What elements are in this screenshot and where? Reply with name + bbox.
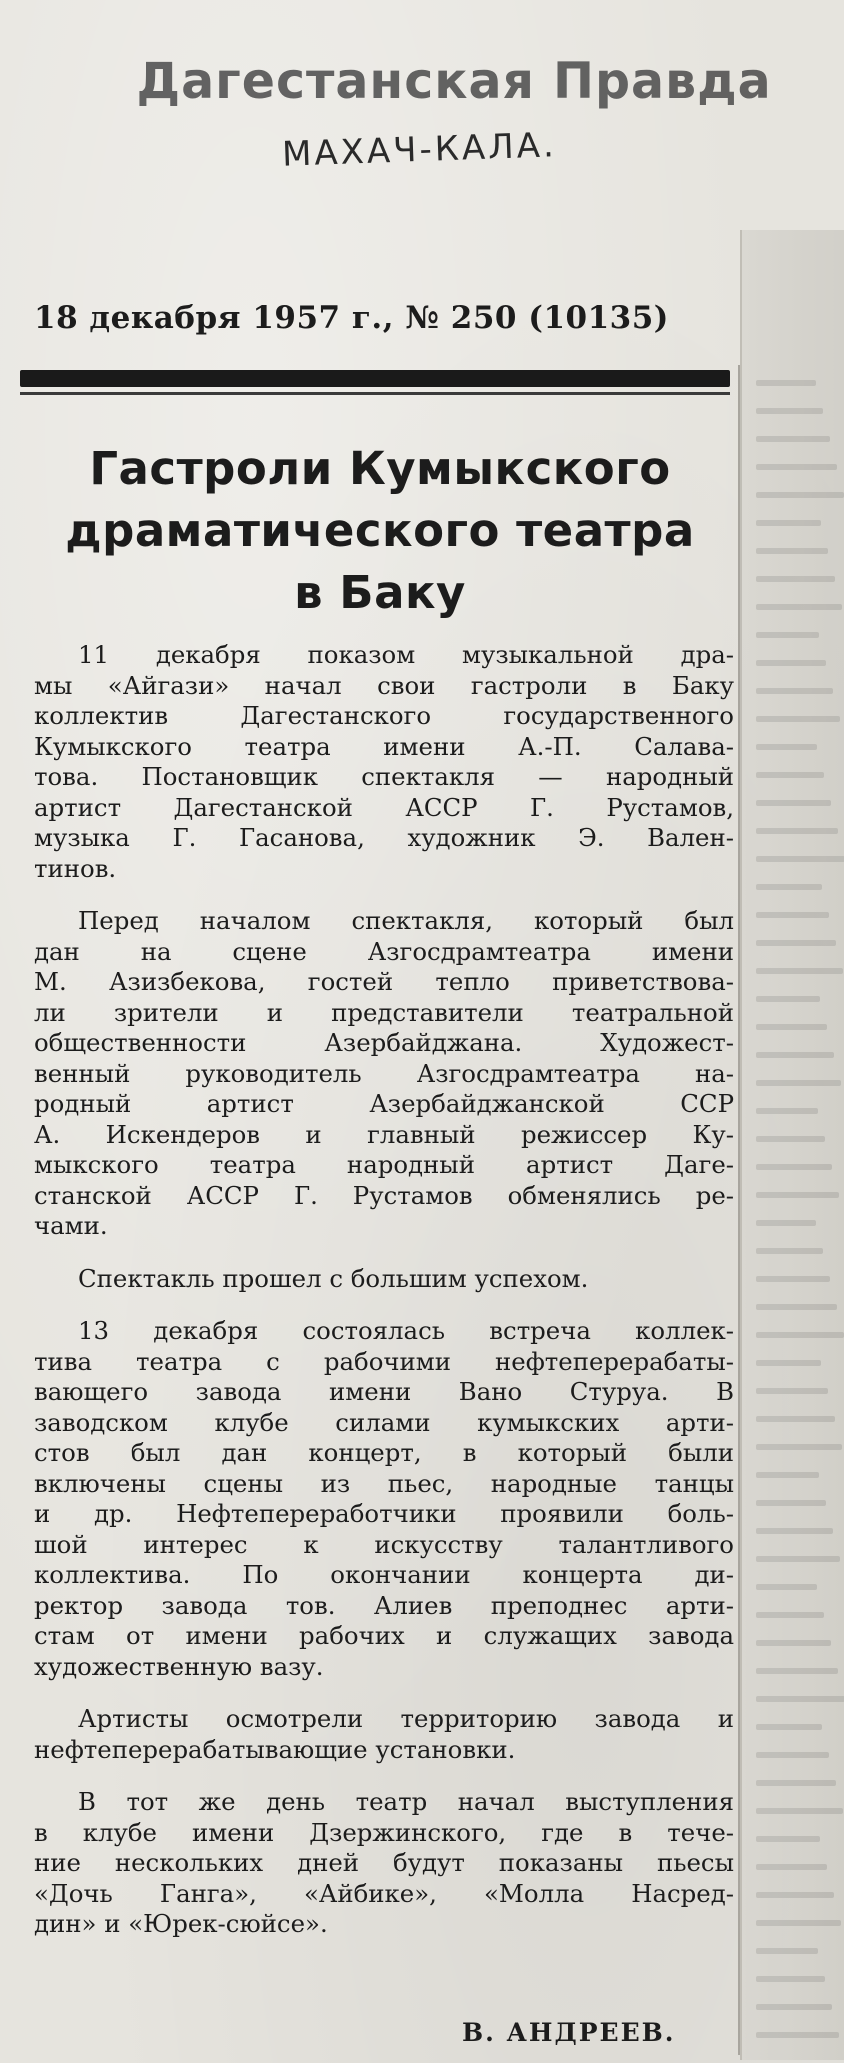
bleed-through-text: [756, 1612, 824, 1618]
bleed-through-text: [756, 828, 838, 834]
text-line: стов был дан концерт, в который были: [34, 1438, 734, 1467]
bleed-through-text: [756, 2032, 839, 2038]
bleed-through-text: [756, 464, 837, 470]
bleed-through-text: [756, 1164, 832, 1170]
text-line: М. Азизбекова, гостей тепло приветствова-: [34, 967, 734, 996]
bleed-through-text: [756, 1696, 844, 1702]
bleed-through-text: [756, 744, 817, 750]
article-paragraph: [34, 1264, 734, 1295]
article-body: [34, 640, 734, 1962]
bleed-through-text: [756, 772, 824, 778]
text-line: ректор завода тов. Алиев преподнес арти-: [34, 1590, 734, 1620]
bleed-through-text: [756, 436, 830, 442]
text-line: това. Постановщик спектакля — народный: [34, 762, 734, 791]
newspaper-name-stamp: Дагестанская Правда: [136, 52, 772, 110]
bleed-through-text: [756, 1528, 833, 1534]
bleed-through-text: [756, 492, 844, 498]
author-signature: В. АНДРЕЕВ.: [462, 2018, 676, 2047]
bleed-through-text: [756, 1948, 818, 1954]
bleed-through-text: [756, 856, 844, 862]
bleed-through-text: [756, 1892, 834, 1898]
bleed-through-text: [756, 1192, 839, 1198]
bleed-through-text: [756, 548, 828, 554]
text-line: включены сцены из пьес, народные танцы: [34, 1468, 734, 1498]
text-line: в клубе имени Дзержинского, где в тече-: [34, 1817, 734, 1847]
bleed-through-text: [756, 1976, 825, 1982]
bleed-through-text: [756, 688, 833, 694]
text-line: ли зрители и представители театральной: [34, 997, 734, 1027]
bleed-through-text: [756, 1752, 829, 1758]
bleed-through-text: [756, 1276, 830, 1282]
text-line: Спектакль прошел с большим успехом.: [78, 1263, 589, 1293]
bleed-through-text: [756, 1724, 822, 1730]
article-paragraph: [34, 1787, 734, 1940]
article-paragraph: [34, 1704, 734, 1765]
bleed-through-text: [756, 1304, 837, 1310]
bleed-through-text: [756, 1052, 834, 1058]
text-line: коллектива. По окончании концерта ди-: [34, 1560, 734, 1589]
text-line: мыкского театра народный артист Даге-: [34, 1150, 734, 1179]
bleed-through-text: [756, 1472, 819, 1478]
bleed-through-text: [756, 1136, 825, 1142]
bleed-through-text: [756, 632, 819, 638]
bleed-through-text: [756, 1584, 817, 1590]
bleed-through-text: [756, 1248, 823, 1254]
text-line: артист Дагестанской АССР Г. Рустамов,: [34, 792, 734, 822]
text-line: стам от имени рабочих и служащих завода: [34, 1621, 734, 1650]
bleed-through-text: [756, 1500, 826, 1506]
bleed-through-text: [756, 1416, 835, 1422]
bleed-through-text: [756, 520, 821, 526]
text-line: музыка Г. Гасанова, художник Э. Вален-: [34, 823, 734, 852]
text-line: станской АССР Г. Рустамов обменялись ре-: [34, 1180, 734, 1210]
headline-line: драматического театра: [65, 504, 695, 557]
text-line: и др. Нефтепереработчики проявили боль-: [34, 1499, 734, 1528]
bleed-through-text: [756, 1388, 828, 1394]
text-line: художественную вазу.: [34, 1651, 324, 1681]
adjacent-column-bleed: [740, 230, 844, 2060]
bleed-through-text: [756, 1808, 843, 1814]
bleed-through-text: [756, 660, 826, 666]
text-line: ние нескольких дней будут показаны пьесы: [34, 1848, 734, 1877]
text-line: тива театра с рабочими нефтеперерабаты-: [34, 1346, 734, 1376]
text-line: В тот же день театр начал выступления: [78, 1787, 734, 1816]
bleed-through-text: [756, 408, 823, 414]
bleed-through-text: [756, 1920, 841, 1926]
text-line: А. Искендеров и главный режиссер Ку-: [34, 1119, 734, 1149]
text-line: венный руководитель Азгосдрамтеатра на-: [34, 1058, 734, 1088]
text-line: чами.: [34, 1211, 108, 1240]
text-line: дан на сцене Азгосдрамтеатра имени: [34, 936, 734, 966]
text-line: 13 декабря состоялась встреча коллек-: [78, 1316, 734, 1345]
text-line: тинов.: [34, 853, 117, 883]
article-paragraph: [34, 1316, 734, 1682]
bleed-through-text: [756, 1556, 840, 1562]
text-line: Кумыкского театра имени А.-П. Салава-: [34, 731, 734, 761]
bleed-through-text: [756, 1080, 841, 1086]
text-line: заводском клубе силами кумыкских арти-: [34, 1407, 734, 1437]
text-line: мы «Айгази» начал свои гастроли в Баку: [34, 670, 734, 700]
bleed-through-text: [756, 1220, 816, 1226]
bleed-through-text: [756, 716, 840, 722]
article-headline: [30, 438, 730, 624]
bleed-through-text: [756, 2004, 832, 2010]
bleed-through-text: [756, 1444, 842, 1450]
bleed-through-text: [756, 1640, 831, 1646]
article-paragraph: [34, 906, 734, 1242]
bleed-through-text: [756, 604, 842, 610]
bleed-through-text: [756, 380, 816, 386]
text-line: Перед началом спектакля, который был: [78, 906, 734, 935]
bleed-through-text: [756, 1108, 818, 1114]
bleed-through-text: [756, 1332, 844, 1338]
headline-line: Гастроли Кумыкского: [89, 442, 671, 495]
city-handwritten: МАХАЧ-КАЛА.: [281, 125, 558, 175]
text-line: дин» и «Юрек-сюйсе».: [34, 1909, 328, 1938]
text-line: коллектив Дагестанского государственного: [34, 701, 734, 730]
heavy-rule: [20, 370, 730, 387]
text-line: 11 декабря показом музыкальной дра-: [78, 640, 734, 669]
bleed-through-text: [756, 912, 829, 918]
text-line: шой интерес к искусству талантливого: [34, 1529, 734, 1559]
text-line: Артисты осмотрели территорию завода и: [78, 1704, 734, 1733]
thin-rule: [20, 392, 730, 395]
bleed-through-text: [756, 940, 836, 946]
bleed-through-text: [756, 1668, 838, 1674]
text-line: родный артист Азербайджанской ССР: [34, 1089, 734, 1118]
headline-line: в Баку: [294, 566, 466, 619]
text-line: вающего завода имени Вано Стуруа. В: [34, 1377, 734, 1406]
bleed-through-text: [756, 968, 843, 974]
bleed-through-text: [756, 576, 835, 582]
bleed-through-text: [756, 1864, 827, 1870]
bleed-through-text: [756, 1780, 836, 1786]
text-line: общественности Азербайджана. Художест-: [34, 1028, 734, 1057]
bleed-through-text: [756, 1836, 820, 1842]
bleed-through-text: [756, 996, 820, 1002]
bleed-through-text: [756, 1360, 821, 1366]
text-line: нефтеперерабатывающие установки.: [34, 1734, 516, 1764]
bleed-through-text: [756, 800, 831, 806]
column-divider: [738, 365, 740, 2055]
text-line: «Дочь Ганга», «Айбике», «Молла Насред-: [34, 1878, 734, 1908]
bleed-through-text: [756, 884, 822, 890]
article-paragraph: [34, 640, 734, 884]
bleed-through-text: [756, 1024, 827, 1030]
issue-dateline: 18 декабря 1957 г., № 250 (10135): [34, 300, 669, 336]
